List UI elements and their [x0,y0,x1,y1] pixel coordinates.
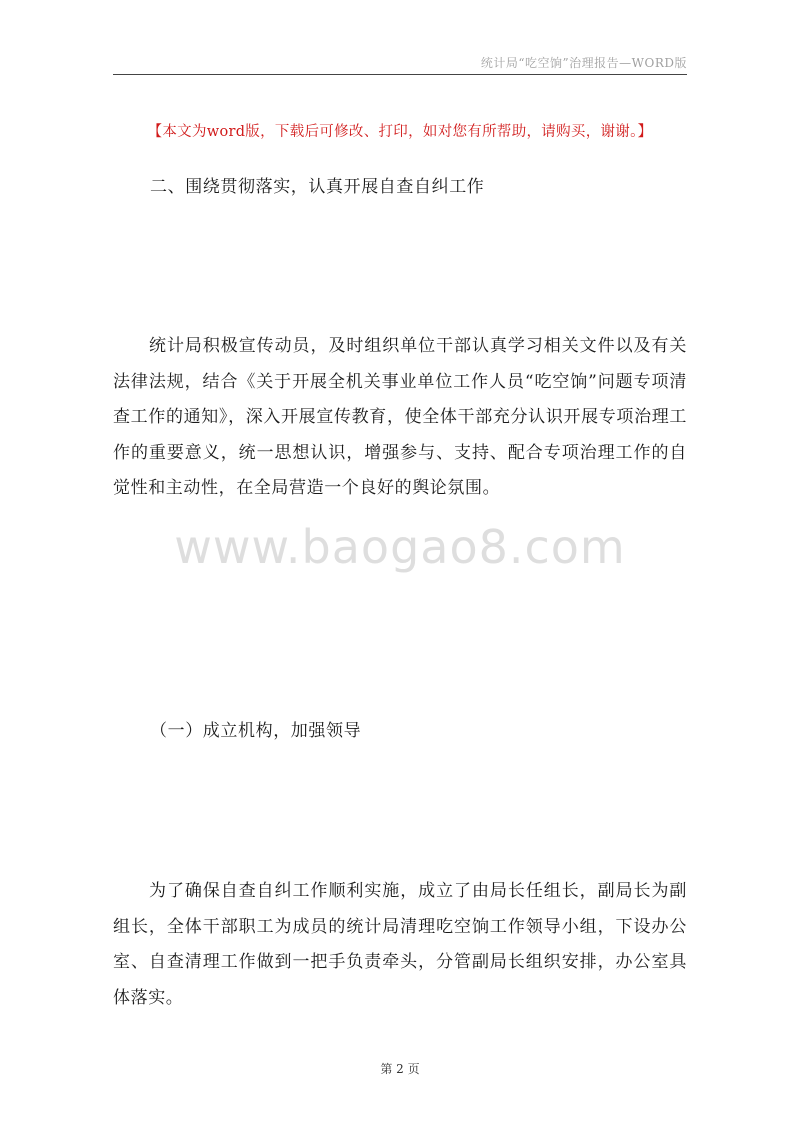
running-header: 统计局“吃空饷”治理报告—WORD版 [480,56,687,70]
page-number: 第 2 页 [380,1062,420,1076]
header-divider [113,74,687,75]
subsection-heading: （一）成立机构，加强领导 [150,721,362,741]
paragraph-organization: 为了确保自查自纠工作顺利实施，成立了由局长任组长，副局长为副组长，全体干部职工为成员的统计局清理吃空饷工作领导小组，下设办公室、自查清理工作做到一把手负责牵头，分管副局长组织安排，办公室具体落实。 [113,881,687,1008]
purchase-notice: 【本文为word版，下载后可修改、打印，如对您有所帮助，请购买，谢谢。】 [147,124,653,140]
site-watermark: www.baogao8.com [174,520,626,574]
paragraph-publicity: 统计局积极宣传动员，及时组织单位干部认真学习相关文件以及有关法律法规，结合《关于开展全机关事业单位工作人员“吃空饷”问题专项清查工作的通知》，深入开展宣传教育，使全体干部充分认识开展专项治理工作的重要意义，统一思想认识，增强参与、支持、配合专项治理工作的自觉性和主动性，在全局营造一个良好的舆论氛围。 [113,336,687,498]
section-heading: 二、围绕贯彻落实，认真开展自查自纠工作 [150,177,485,197]
